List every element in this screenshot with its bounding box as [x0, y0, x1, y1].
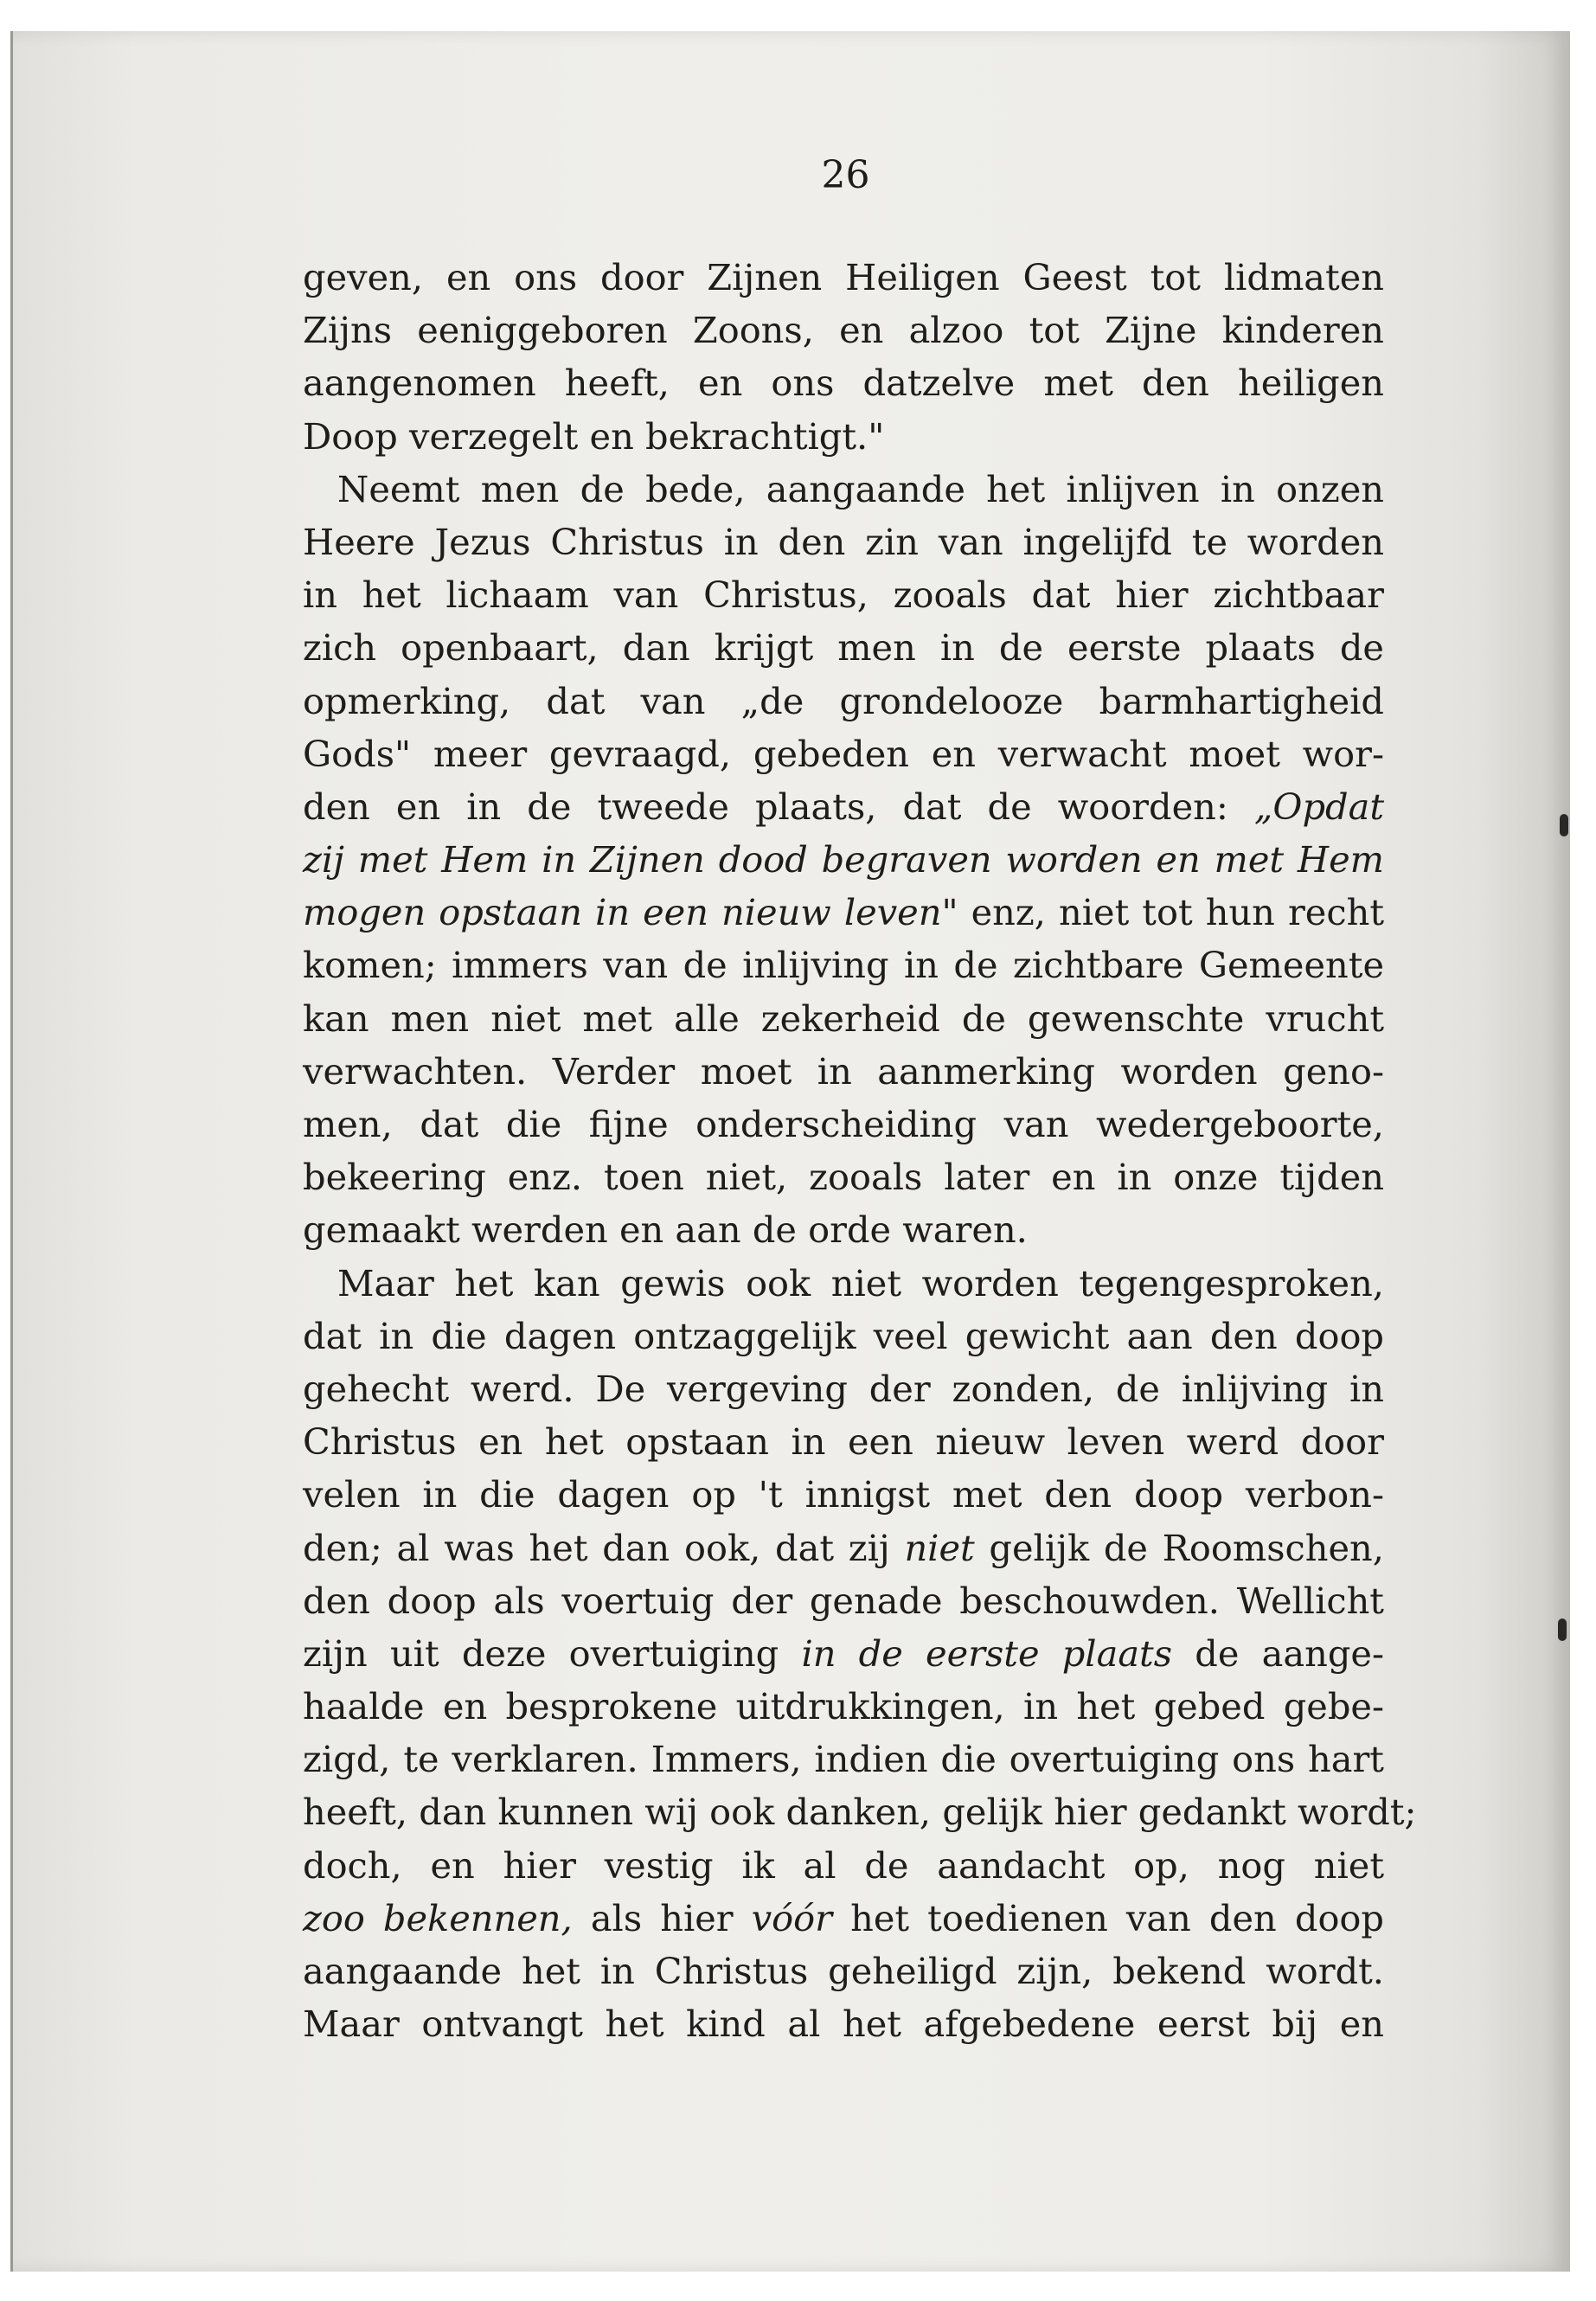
text-line: [303, 1362, 1384, 1415]
line-text: gehecht werd. De vergeving der zonden, de inlijving in: [303, 1367, 1384, 1410]
line-text: den en in de tweede plaats, dat de woorden:: [303, 785, 1228, 828]
text-line: [303, 1203, 1384, 1256]
line-text: doch, en hier vestig ik al de aandacht op, nog niet: [303, 1843, 1384, 1887]
text-line: [303, 1574, 1384, 1627]
text-line: [303, 568, 1384, 621]
emphasis-text: in de eerste plaats: [801, 1631, 1173, 1675]
line-text: heeft, dan kunnen wij ook danken, gelijk hier gedankt wordt;: [303, 1791, 1417, 1834]
text-line: [303, 1627, 1384, 1680]
line-text: de aange-: [1195, 1631, 1384, 1675]
line-text: komen; immers van de inlijving in de zichtbare Gemeente: [303, 944, 1384, 987]
line-text: Gods" meer gevraagd, gebeden en verwacht moet wor-: [303, 732, 1384, 775]
line-text: bekeering enz. toen niet, zooals later en in onze tijden: [303, 1156, 1384, 1199]
text-line: [303, 410, 1384, 463]
line-text: Neemt men de bede, aangaande het inlijven in onzen: [337, 467, 1384, 510]
emphasis-text: niet: [904, 1526, 975, 1569]
emphasis-text: vóór: [751, 1896, 832, 1939]
text-line: [303, 1415, 1384, 1468]
line-text: opmerking, dat van „de grondelooze barmhartigheid: [303, 679, 1384, 722]
text-line: [303, 463, 1384, 516]
line-text: als hier: [590, 1896, 734, 1939]
line-text: men, dat die fijne onderscheiding van wedergeboorte,: [303, 1103, 1384, 1145]
text-line: [303, 833, 1384, 886]
line-text: kan men niet met alle zekerheid de gewenschte vrucht: [303, 997, 1384, 1040]
binding-mark: [1560, 814, 1568, 836]
line-text: zich openbaart, dan krijgt men in de eerste plaats de: [303, 626, 1384, 670]
text-line: [303, 1098, 1384, 1150]
line-text: aangenomen heeft, en ons datzelve met den heiligen: [303, 362, 1384, 405]
line-text: geven, en ons door Zijnen Heiligen Geest tot lidmaten: [303, 256, 1384, 298]
body-text: [303, 251, 1417, 2050]
emphasis-text: zij met Hem in Zijnen dood begraven worden en met Hem: [303, 838, 1384, 881]
text-line: [303, 1257, 1384, 1310]
emphasis-text: mogen opstaan in een nieuw leven": [303, 891, 958, 934]
line-text: gelijk de Roomschen,: [989, 1526, 1384, 1569]
line-text: gemaakt werden en aan de orde waren.: [303, 1208, 1028, 1252]
text-line: [303, 939, 1384, 991]
text-line: [303, 1680, 1384, 1733]
line-text: Christus en het opstaan in een nieuw leven werd door: [303, 1420, 1384, 1464]
text-line: [303, 1839, 1384, 1892]
text-line: [303, 1310, 1384, 1362]
text-line: [303, 1045, 1384, 1098]
text-line: [303, 1945, 1384, 1997]
line-text: Zijns eeniggeboren Zoons, en alzoo tot Zijne kinderen: [303, 309, 1384, 352]
binding-mark: [1558, 1618, 1567, 1641]
line-text: den; al was het dan ook, dat zij: [303, 1526, 890, 1569]
line-text: verwachten. Verder moet in aanmerking worden geno-: [303, 1049, 1384, 1093]
line-text: dat in die dagen ontzaggelijk veel gewicht aan den doop: [303, 1314, 1384, 1357]
line-text: den doop als voertuig der genade beschouwden. Wellicht: [303, 1579, 1384, 1622]
line-text: enz, niet tot hun recht: [971, 891, 1384, 934]
line-text: zijn uit deze overtuiging: [303, 1631, 779, 1675]
text-line: [303, 886, 1384, 939]
text-line: [303, 356, 1384, 409]
line-text: Heere Jezus Christus in den zin van ingelijfd te worden: [303, 520, 1384, 563]
text-line: [303, 675, 1384, 727]
line-text: zigd, te verklaren. Immers, indien die overtuiging ons hart: [303, 1738, 1384, 1781]
line-text: haalde en besprokene uitdrukkingen, in het gebed gebe-: [303, 1685, 1384, 1728]
line-text: het toedienen van den doop: [850, 1896, 1384, 1939]
line-text: in het lichaam van Christus, zooals dat hier zichtbaar: [303, 574, 1384, 617]
text-line: [303, 1522, 1384, 1574]
line-text: Doop verzegelt en bekrachtigt.": [303, 414, 885, 458]
text-line: [303, 1733, 1384, 1785]
line-text: velen in die dagen op 't innigst met den doop verbon-: [303, 1473, 1384, 1516]
line-text: Maar ontvangt het kind al het afgebedene eerst bij en: [303, 2003, 1384, 2046]
page-number: 26: [821, 153, 870, 197]
line-text: Maar het kan gewis ook niet worden tegengesproken,: [337, 1261, 1384, 1304]
text-line: [303, 1785, 1417, 1838]
emphasis-text: „Opdat: [1253, 785, 1384, 828]
text-line: [303, 780, 1384, 833]
text-line: [303, 1997, 1384, 2050]
text-line: [303, 304, 1384, 356]
line-text: aangaande het in Christus geheiligd zijn, bekend wordt.: [303, 1950, 1384, 1992]
emphasis-text: zoo bekennen,: [303, 1896, 573, 1939]
text-line: [303, 727, 1384, 780]
text-line: [303, 251, 1384, 304]
text-line: [303, 621, 1384, 674]
text-line: [303, 516, 1384, 568]
text-line: [303, 1468, 1384, 1521]
text-line: [303, 1150, 1384, 1203]
text-line: [303, 1892, 1384, 1945]
text-line: [303, 992, 1384, 1045]
